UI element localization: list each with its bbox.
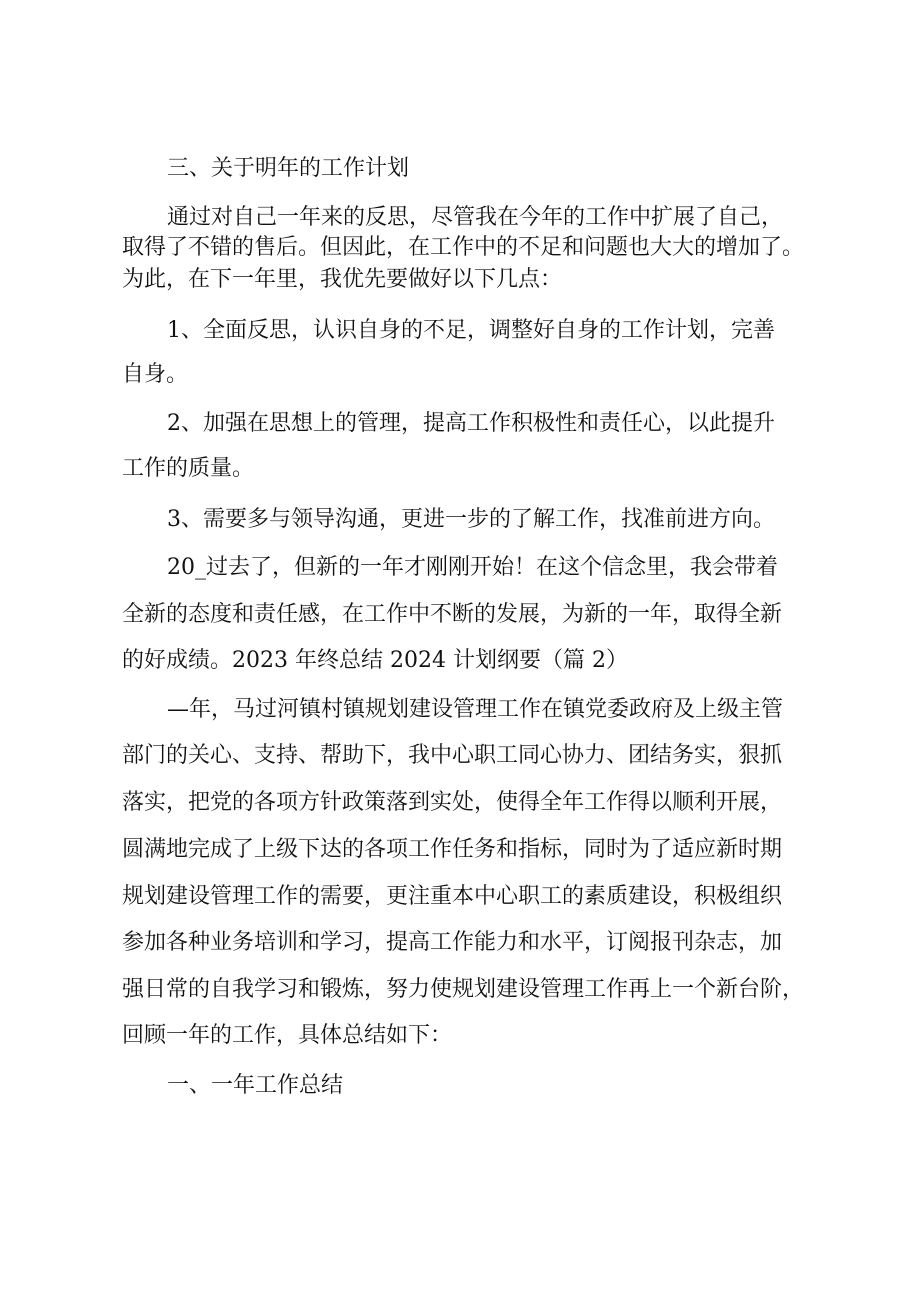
list-item-1-line: 1、全面反思，认识自身的不足，调整好自身的工作计划，完善: [167, 318, 775, 343]
paragraph-line: 落实，把党的各项方针政策落到实处，使得全年工作得以顺利开展，: [122, 790, 783, 815]
paragraph-line: 回顾一年的工作，具体总结如下：: [122, 1023, 453, 1048]
list-item-2-line: 2、加强在思想上的管理，提高工作积极性和责任心，以此提升: [167, 411, 775, 436]
paragraph-line: 规划建设管理工作的需要，更注重本中心职工的素质建设，积极组织: [122, 884, 783, 909]
section-heading-plan: 三、关于明年的工作计划: [167, 156, 410, 181]
paragraph-line: 强日常的自我学习和锻炼，努力使规划建设管理工作再上一个新台阶，: [122, 977, 805, 1002]
list-item-3: 3、需要多与领导沟通，更进一步的了解工作，找准前进方向。: [167, 507, 775, 532]
paragraph-line: 部门的关心、支持、帮助下，我中心职工同心协力、团结务实，狠抓: [122, 743, 783, 768]
paragraph-line: 取得了不错的售后。但因此，在工作中的不足和问题也大大的增加了。: [122, 235, 805, 260]
paragraph-line: 全新的态度和责任感，在工作中不断的发展，为新的一年，取得全新: [122, 602, 783, 627]
paragraph-line-with-title: 的好成绩。2023 年终总结 2024 计划纲要（篇 2）: [122, 648, 628, 673]
paragraph-line: 20_过去了，但新的一年才刚刚开始！在这个信念里，我会带着: [167, 555, 778, 580]
paragraph-line: 通过对自己一年来的反思，尽管我在今年的工作中扩展了自己，: [167, 205, 784, 230]
paragraph-line: 圆满地完成了上级下达的各项工作任务和指标，同时为了适应新时期: [122, 837, 783, 862]
paragraph-line: —年，马过河镇村镇规划建设管理工作在镇党委政府及上级主管: [167, 697, 784, 722]
list-item-1-line: 自身。: [122, 362, 189, 387]
list-item-2-line: 工作的质量。: [122, 456, 255, 481]
section-heading-summary: 一、一年工作总结: [167, 1073, 344, 1098]
paragraph-line: 为此，在下一年里，我优先要做好以下几点：: [122, 267, 563, 292]
paragraph-line: 参加各种业务培训和学习，提高工作能力和水平，订阅报刊杂志，加: [122, 930, 783, 955]
